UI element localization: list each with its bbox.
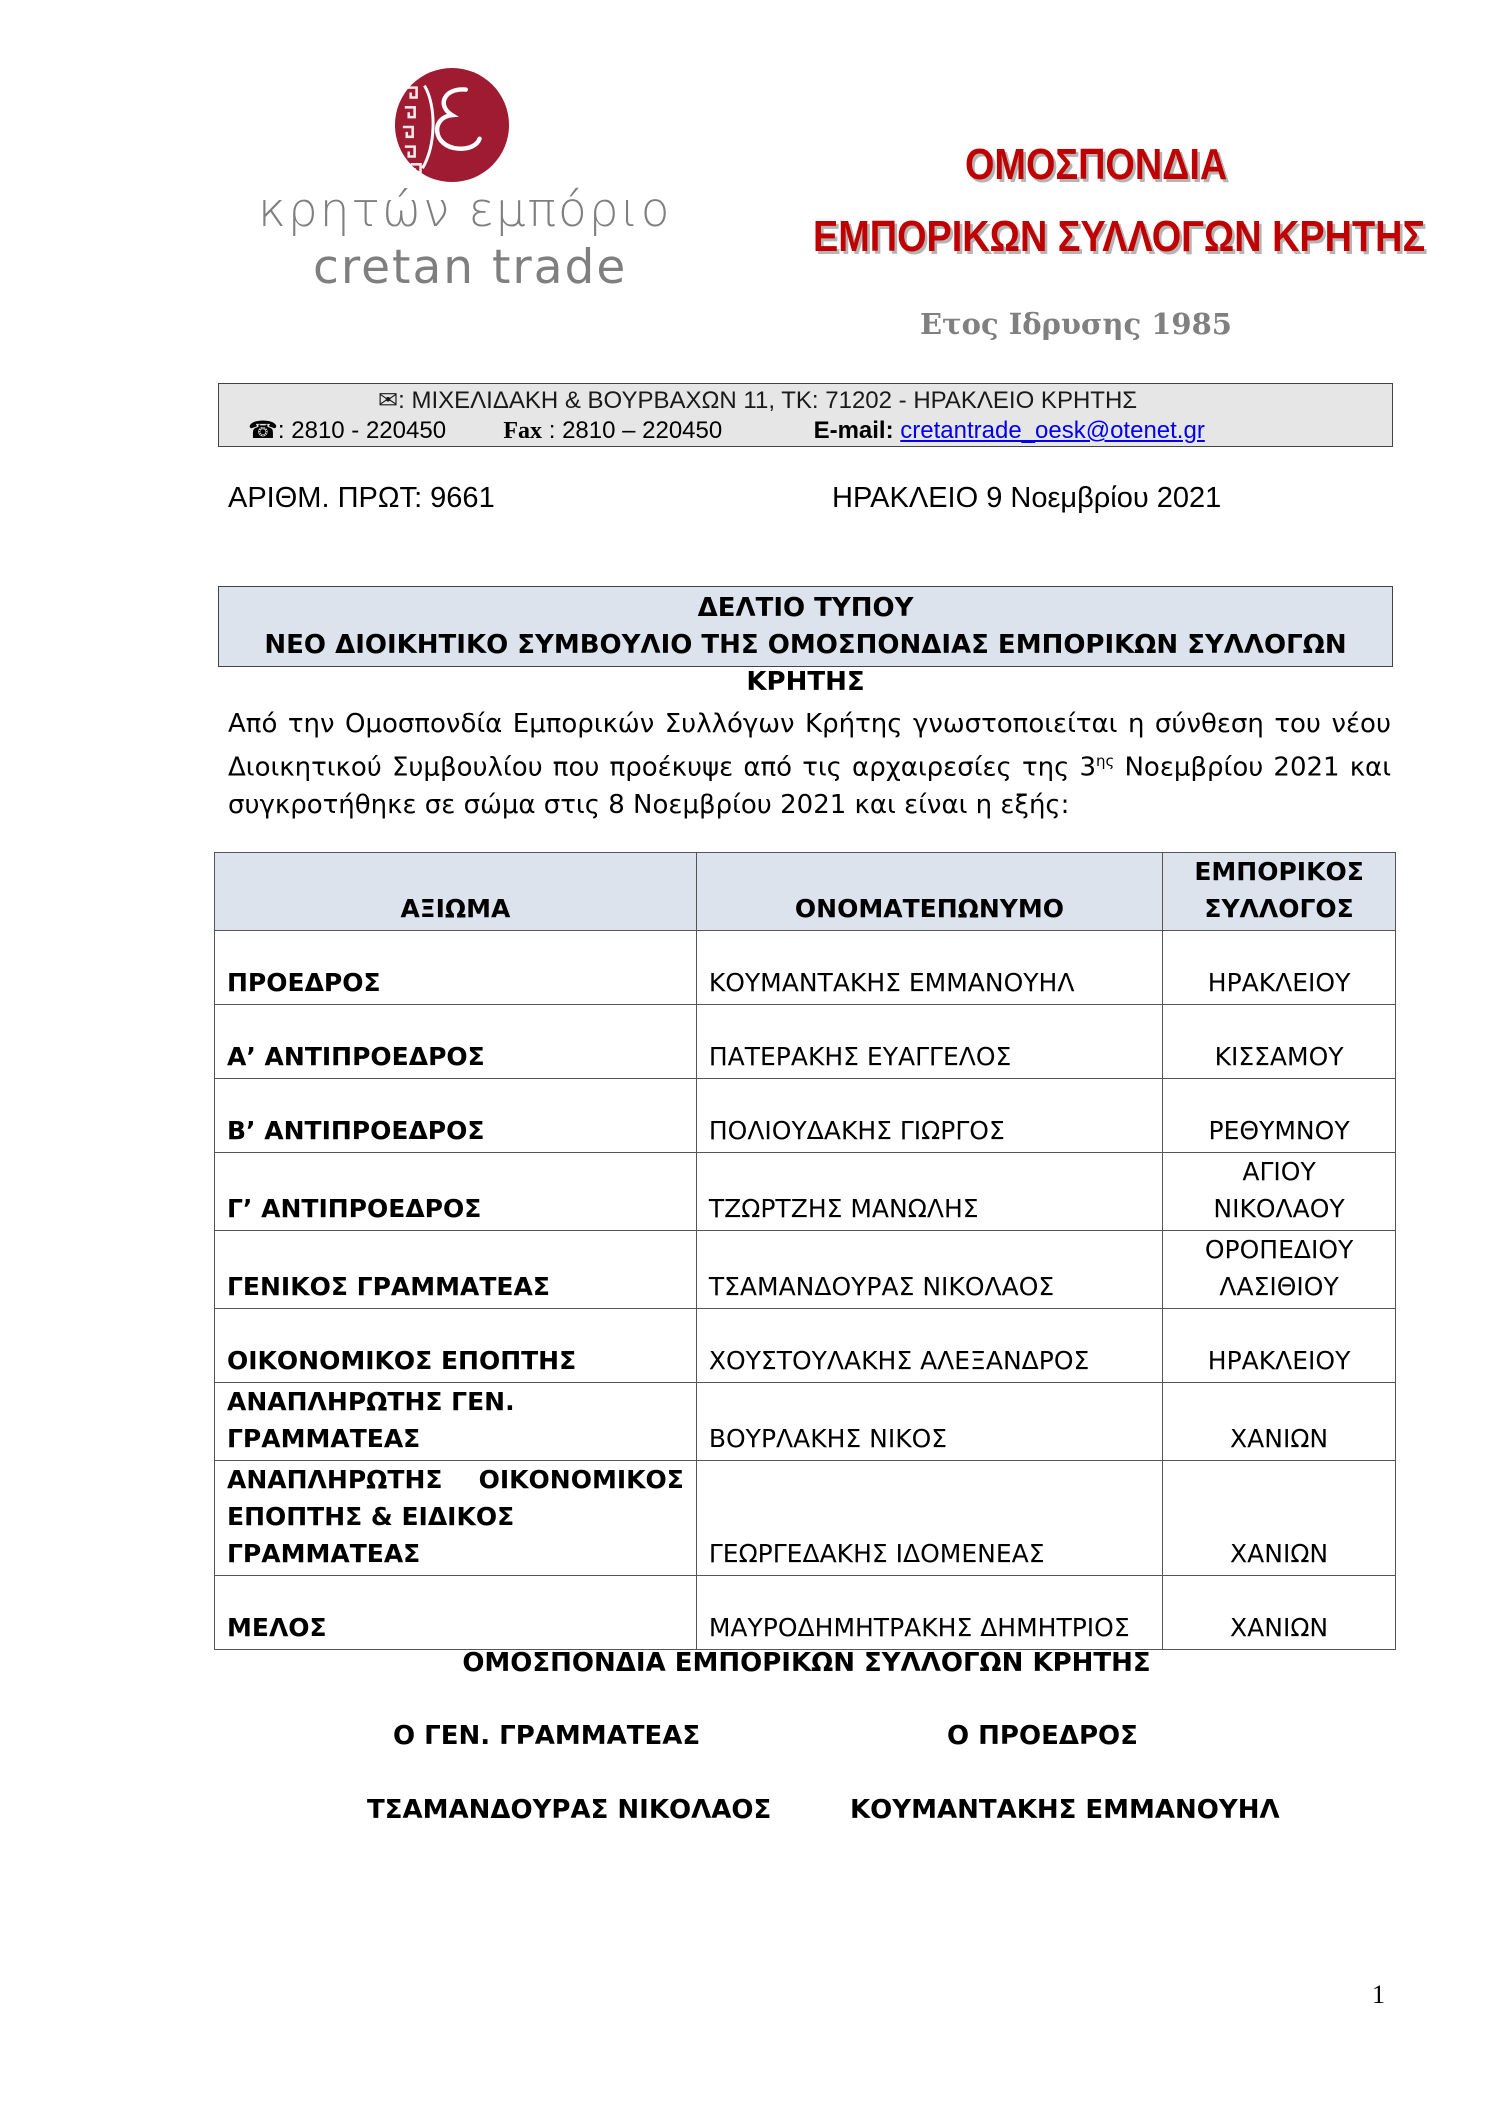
- press-release-header: [218, 586, 1393, 697]
- intro-paragraph: [228, 706, 1391, 824]
- name-cell: ΚΟΥΜΑΝΤΑΚΗΣ ΕΜΜΑΝΟΥΗΛ: [696, 931, 1162, 1005]
- club-cell: ΡΕΘΥΜΝΟΥ: [1163, 1079, 1396, 1153]
- founded-year: Ετος Ιδρυσης 1985: [920, 307, 1232, 341]
- phone-text: : 2810 - 220450: [277, 417, 447, 444]
- club-cell: ΑΓΙΟΥ ΝΙΚΟΛΑΟΥ: [1163, 1153, 1396, 1231]
- table-row: [215, 1383, 1396, 1461]
- intro-text-part1: Από την Ομοσπονδία Εμπορικών Συλλόγων Κρήτης γνωστοποιείται η σύνθεση του νέου Διοικητικού Συμβουλίου που προέκυψε από τις αρχαιρεσίες της 3: [228, 709, 1391, 783]
- phone-fax-email-line: [248, 416, 1205, 445]
- date-line: ΗΡΑΚΛΕΙΟ 9 Νοεμβρίου 2021: [832, 482, 1222, 514]
- signature-organization: ΟΜΟΣΠΟΝΔΙΑ ΕΜΠΟΡΙΚΩΝ ΣΥΛΛΟΓΩΝ ΚΡΗΤΗΣ: [462, 1648, 1151, 1678]
- address-text: : ΜΙΧΕΛΙΔΑΚΗ & ΒΟΥΡΒΑΧΩΝ 11, ΤΚ: 71202 - ΗΡΑΚΛΕΙΟ ΚΡΗΤΗΣ: [398, 387, 1138, 414]
- envelope-icon: ✉: [378, 387, 399, 414]
- logo-greek-text: κρητών εμπόριο: [258, 183, 672, 238]
- club-cell: ΗΡΑΚΛΕΙΟΥ: [1163, 1309, 1396, 1383]
- position-cell: ΠΡΟΕΔΡΟΣ: [215, 931, 697, 1005]
- secretary-title: Ο ΓΕΝ. ΓΡΑΜΜΑΤΕΑΣ: [393, 1721, 701, 1751]
- table-row: [215, 1153, 1396, 1231]
- header-club: ΕΜΠΟΡΙΚΟΣ ΣΥΛΛΟΓΟΣ: [1163, 853, 1396, 931]
- club-cell: ΟΡΟΠΕΔΙΟΥ ΛΑΣΙΘΙΟΥ: [1163, 1231, 1396, 1309]
- name-cell: ΧΟΥΣΤΟΥΛΑΚΗΣ ΑΛΕΞΑΝΔΡΟΣ: [696, 1309, 1162, 1383]
- email-label: E-mail:: [813, 417, 894, 444]
- position-cell: Α’ ΑΝΤΙΠΡΟΕΔΡΟΣ: [215, 1005, 697, 1079]
- club-cell: ΧΑΝΙΩΝ: [1163, 1576, 1396, 1650]
- table-header-row: [215, 853, 1396, 931]
- page-number: 1: [1372, 1980, 1385, 2009]
- position-cell: ΟΙΚΟΝΟΜΙΚΟΣ ΕΠΟΠΤΗΣ: [215, 1309, 697, 1383]
- board-members-table: [214, 852, 1396, 1650]
- name-cell: ΤΖΩΡΤΖΗΣ ΜΑΝΩΛΗΣ: [696, 1153, 1162, 1231]
- name-cell: ΤΣΑΜΑΝΔΟΥΡΑΣ ΝΙΚΟΛΑΟΣ: [696, 1231, 1162, 1309]
- president-title: Ο ΠΡΟΕΔΡΟΣ: [947, 1721, 1138, 1751]
- table-row: [215, 1309, 1396, 1383]
- intro-text-part2: Νοεμβρίου 2021 και συγκροτήθηκε σε σώμα στις 8 Νοεμβρίου 2021 και είναι η εξής:: [228, 752, 1391, 820]
- secretary-name: ΤΣΑΜΑΝΔΟΥΡΑΣ ΝΙΚΟΛΑΟΣ: [367, 1795, 772, 1825]
- table-row: [215, 1079, 1396, 1153]
- club-cell: ΧΑΝΙΩΝ: [1163, 1461, 1396, 1576]
- protocol-number: ΑΡΙΘΜ. ΠΡΩΤ: 9661: [228, 482, 495, 514]
- name-cell: ΠΑΤΕΡΑΚΗΣ ΕΥΑΓΓΕΛΟΣ: [696, 1005, 1162, 1079]
- press-release-title: ΔΕΛΤΙΟ ΤΥΠΟΥ: [697, 593, 914, 623]
- fax-label: Fax: [503, 418, 543, 444]
- address-line: [378, 386, 1137, 415]
- club-cell: ΗΡΑΚΛΕΙΟΥ: [1163, 931, 1396, 1005]
- logo-latin-text: cretan trade: [313, 240, 628, 295]
- table-row: [215, 1005, 1396, 1079]
- table-row: [215, 1461, 1396, 1576]
- position-cell: ΑΝΑΠΛΗΡΩΤΗΣ ΓΕΝ. ΓΡΑΜΜΑΤΕΑΣ: [215, 1383, 697, 1461]
- position-cell: Β’ ΑΝΤΙΠΡΟΕΔΡΟΣ: [215, 1079, 697, 1153]
- name-cell: ΜΑΥΡΟΔΗΜΗΤΡΑΚΗΣ ΔΗΜΗΤΡΙΟΣ: [696, 1576, 1162, 1650]
- position-cell: ΑΝΑΠΛΗΡΩΤΗΣ ΟΙΚΟΝΟΜΙΚΟΣ ΕΠΟΠΤΗΣ & ΕΙΔΙΚΟΣ ΓΡΑΜΜΑΤΕΑΣ: [215, 1461, 697, 1576]
- club-cell: ΧΑΝΙΩΝ: [1163, 1383, 1396, 1461]
- table-row: [215, 931, 1396, 1005]
- table-row: [215, 1576, 1396, 1650]
- position-cell: Γ’ ΑΝΤΙΠΡΟΕΔΡΟΣ: [215, 1153, 697, 1231]
- federation-title-line2: ΕΜΠΟΡΙΚΩΝ ΣΥΛΛΟΓΩΝ ΚΡΗΤΗΣ: [813, 212, 1426, 261]
- position-cell: ΓΕΝΙΚΟΣ ΓΡΑΜΜΑΤΕΑΣ: [215, 1231, 697, 1309]
- federation-title-line1: ΟΜΟΣΠΟΝΔΙΑ: [965, 140, 1228, 189]
- name-cell: ΓΕΩΡΓΕΔΑΚΗΣ ΙΔΟΜΕΝΕΑΣ: [696, 1461, 1162, 1576]
- email-link[interactable]: cretantrade_oesk@otenet.gr: [900, 417, 1205, 444]
- name-cell: ΠΟΛΙΟΥΔΑΚΗΣ ΓΙΩΡΓΟΣ: [696, 1079, 1162, 1153]
- header-name: ΟΝΟΜΑΤΕΠΩΝΥΜΟ: [696, 853, 1162, 931]
- cretan-trade-logo-mark: [393, 66, 511, 184]
- position-cell: ΜΕΛΟΣ: [215, 1576, 697, 1650]
- intro-superscript: ης: [1096, 752, 1115, 770]
- phone-icon: ☎: [248, 417, 278, 444]
- fax-text: : 2810 – 220450: [542, 417, 723, 444]
- name-cell: ΒΟΥΡΛΑΚΗΣ ΝΙΚΟΣ: [696, 1383, 1162, 1461]
- club-cell: ΚΙΣΣΑΜΟΥ: [1163, 1005, 1396, 1079]
- table-row: [215, 1231, 1396, 1309]
- header-position: ΑΞΙΩΜΑ: [215, 853, 697, 931]
- press-release-subtitle: ΝΕΟ ΔΙΟΙΚΗΤΙΚΟ ΣΥΜΒΟΥΛΙΟ ΤΗΣ ΟΜΟΣΠΟΝΔΙΑΣ ΕΜΠΟΡΙΚΩΝ ΣΥΛΛΟΓΩΝ ΚΡΗΤΗΣ: [264, 630, 1347, 697]
- president-name: ΚΟΥΜΑΝΤΑΚΗΣ ΕΜΜΑΝΟΥΗΛ: [850, 1795, 1280, 1825]
